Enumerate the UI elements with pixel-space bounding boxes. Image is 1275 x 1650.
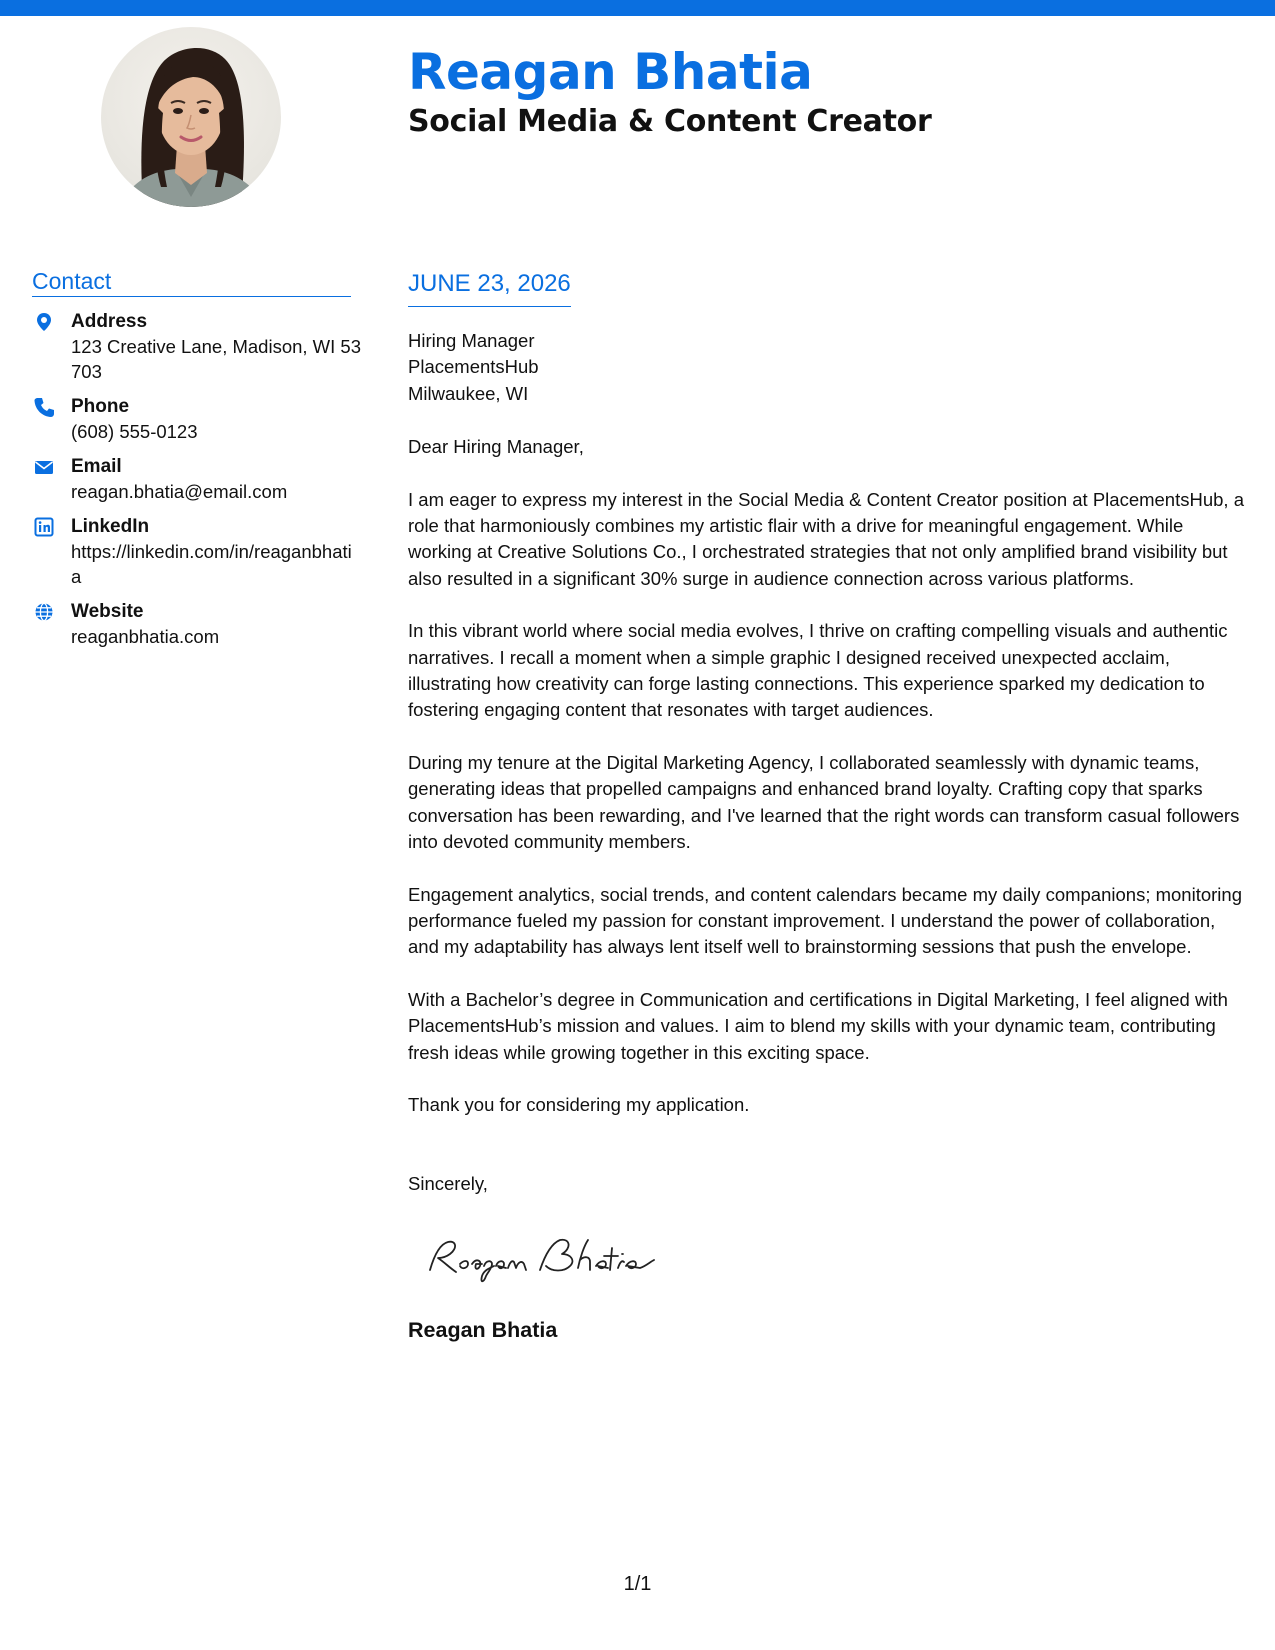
greeting: Dear Hiring Manager, bbox=[408, 436, 584, 458]
profile-photo bbox=[101, 27, 281, 207]
linkedin-icon bbox=[34, 517, 54, 537]
applicant-job-title: Social Media & Content Creator bbox=[408, 104, 932, 139]
contact-heading: Contact bbox=[32, 266, 351, 297]
recipient-line: Hiring Manager bbox=[408, 330, 535, 351]
email-icon bbox=[34, 457, 54, 477]
contact-value: reagan.bhatia@email.com bbox=[71, 481, 288, 502]
handwritten-signature bbox=[420, 1226, 1248, 1288]
contact-item-website bbox=[32, 599, 362, 649]
recipient-block bbox=[408, 328, 1248, 407]
contact-item-email bbox=[32, 454, 362, 504]
contact-list bbox=[32, 309, 362, 659]
contact-value: 123 Creative Lane, Madison, WI 53703 bbox=[71, 336, 361, 382]
letter-paragraph: I am eager to express my interest in the Social Media & Content Creator position at PlacementsHub, a role that harmoniously combines my artistic flair with a drive for meaningful engagement. While working at Creative Solutions Co., I orchestrated strategies that not only amplified brand visibility but also resulted in a significant 30% surge in audience connection across various platforms. bbox=[408, 488, 1244, 589]
contact-label: Website bbox=[71, 601, 144, 622]
contact-item-phone bbox=[32, 394, 362, 444]
letter-body bbox=[408, 328, 1248, 1344]
globe-icon bbox=[34, 602, 54, 622]
signature-image bbox=[420, 1226, 660, 1288]
contact-item-address bbox=[32, 309, 362, 384]
contact-label: LinkedIn bbox=[71, 516, 150, 537]
phone-icon bbox=[34, 397, 54, 417]
letter-paragraph: During my tenure at the Digital Marketing Agency, I collaborated seamlessly with dynamic teams, generating ideas that propelled campaigns and enhanced brand loyalty. Crafting copy that sparks conversation has been rewarding, and I've learned that the right words can transform casual followers into devoted community members. bbox=[408, 751, 1240, 853]
letter-paragraph: With a Bachelor’s degree in Communication and certifications in Digital Marketing, I feel aligned with PlacementsHub’s mission and values. I aim to blend my skills with your dynamic team, contributing fresh ideas while growing together in this exciting space. bbox=[408, 988, 1228, 1063]
portrait-illustration bbox=[101, 27, 281, 207]
contact-value[interactable]: https://linkedin.com/in/reaganbhatia bbox=[71, 541, 352, 587]
applicant-name: Reagan Bhatia bbox=[408, 43, 813, 101]
contact-label: Phone bbox=[71, 396, 130, 417]
letter-paragraph: In this vibrant world where social media evolves, I thrive on crafting compelling visuals and authentic narratives. I recall a moment when a simple graphic I designed received unexpected acclaim, illustrating how creativity can forge lasting connections. This experience sparked my dedication to fostering engaging content that resonates with target audiences. bbox=[408, 620, 1228, 721]
page-number: 1/1 bbox=[623, 1573, 652, 1595]
letter-paragraph: Engagement analytics, social trends, and content calendars became my daily companions; monitoring performance fueled my passion for constant improvement. I understand the power of collaboration, and my adaptability has always lent itself well to brainstorming sessions that push the envelope. bbox=[408, 883, 1242, 958]
contact-item-linkedin bbox=[32, 514, 362, 589]
closing: Sincerely, bbox=[408, 1173, 488, 1195]
contact-value[interactable]: reaganbhatia.com bbox=[71, 626, 220, 647]
recipient-line: PlacementsHub bbox=[408, 356, 539, 378]
top-accent-bar bbox=[0, 0, 1275, 16]
contact-label: Email bbox=[71, 456, 122, 477]
map-pin-icon bbox=[34, 312, 54, 332]
recipient-line: Milwaukee, WI bbox=[408, 382, 529, 404]
contact-value: (608) 555-0123 bbox=[71, 421, 198, 442]
letter-date: JUNE 23, 2026 bbox=[408, 269, 571, 307]
contact-label: Address bbox=[71, 311, 148, 332]
signer-name: Reagan Bhatia bbox=[408, 1317, 558, 1342]
letter-paragraph: Thank you for considering my application. bbox=[408, 1093, 750, 1115]
